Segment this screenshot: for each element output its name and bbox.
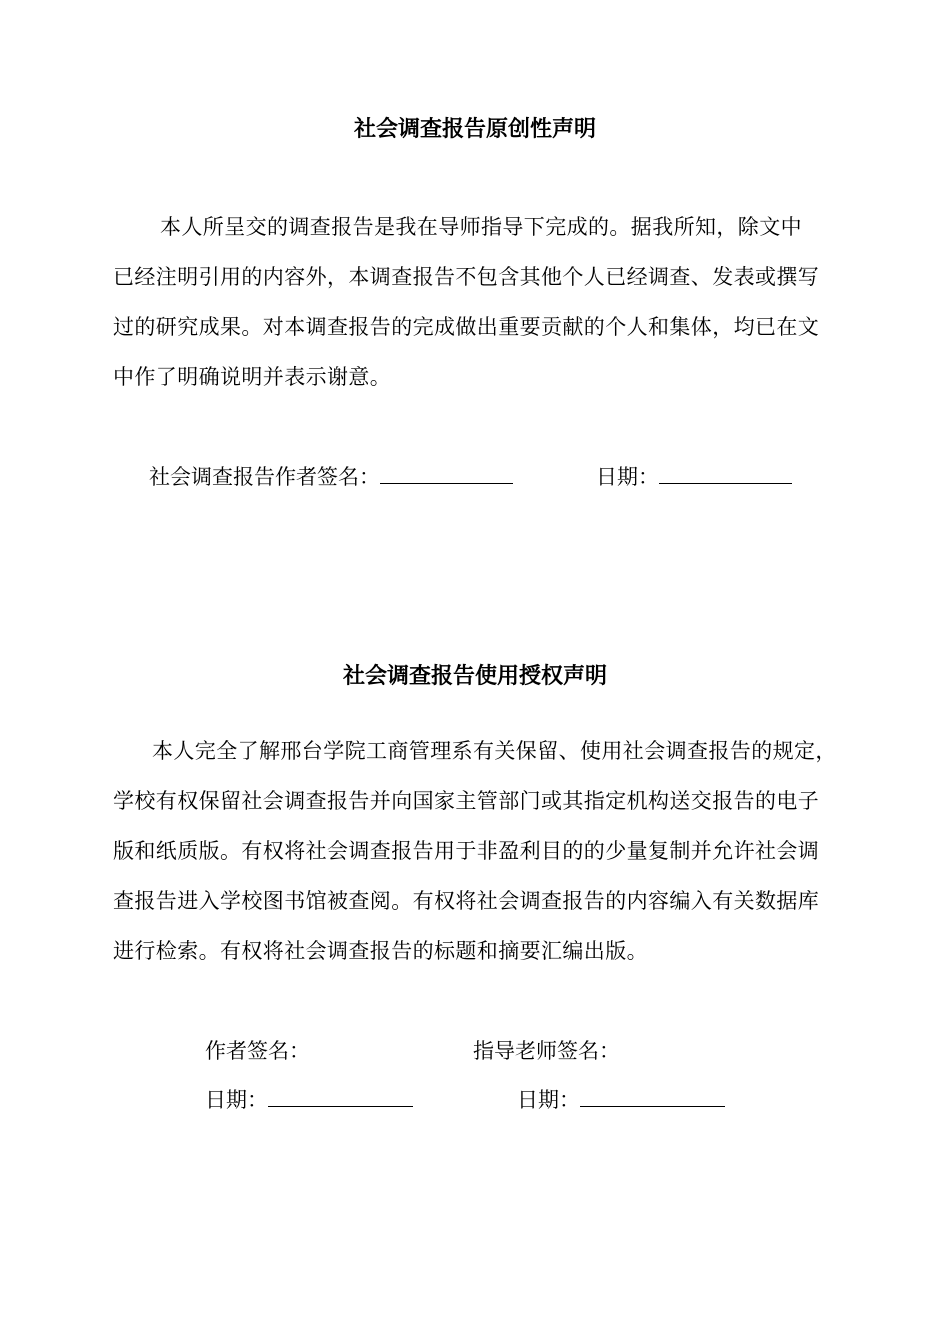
author-date-blank[interactable] bbox=[268, 1105, 413, 1107]
author-signature-label: 社会调查报告作者签名： bbox=[149, 465, 380, 489]
originality-title: 社会调查报告原创性声明 bbox=[353, 117, 596, 142]
originality-line-4: 中作了明确说明并表示谢意。 bbox=[113, 365, 392, 389]
originality-date bbox=[596, 461, 792, 491]
date-label: 日期： bbox=[596, 465, 659, 489]
authorization-author-date bbox=[205, 1084, 413, 1114]
authorization-line-5: 进行检索。有权将社会调查报告的标题和摘要汇编出版。 bbox=[113, 939, 648, 963]
date-blank[interactable] bbox=[659, 482, 792, 484]
author-signature-blank[interactable] bbox=[380, 482, 513, 484]
authorization-title: 社会调查报告使用授权声明 bbox=[342, 664, 607, 689]
author-date-label: 日期： bbox=[205, 1088, 268, 1112]
advisor-date-label: 日期： bbox=[517, 1088, 580, 1112]
authorization-line-1: 本人完全了解邢台学院工商管理系有关保留、使用社会调查报告的规定， bbox=[152, 739, 837, 763]
originality-author-signature bbox=[149, 461, 513, 491]
originality-line-2: 已经注明引用的内容外，本调查报告不包含其他个人已经调查、发表或撰写 bbox=[113, 265, 820, 289]
authorization-author-signature: 作者签名： bbox=[205, 1039, 310, 1063]
originality-line-3: 过的研究成果。对本调查报告的完成做出重要贡献的个人和集体，均已在文 bbox=[113, 315, 820, 339]
authorization-line-4: 查报告进入学校图书馆被查阅。有权将社会调查报告的内容编入有关数据库 bbox=[113, 889, 820, 913]
authorization-advisor-date bbox=[517, 1084, 725, 1114]
advisor-date-blank[interactable] bbox=[580, 1105, 725, 1107]
authorization-line-2: 学校有权保留社会调查报告并向国家主管部门或其指定机构送交报告的电子 bbox=[113, 789, 820, 813]
authorization-line-3: 版和纸质版。有权将社会调查报告用于非盈利目的的少量复制并允许社会调 bbox=[113, 839, 820, 863]
authorization-advisor-signature: 指导老师签名： bbox=[473, 1039, 620, 1063]
originality-line-1: 本人所呈交的调查报告是我在导师指导下完成的。据我所知，除文中 bbox=[160, 215, 802, 239]
